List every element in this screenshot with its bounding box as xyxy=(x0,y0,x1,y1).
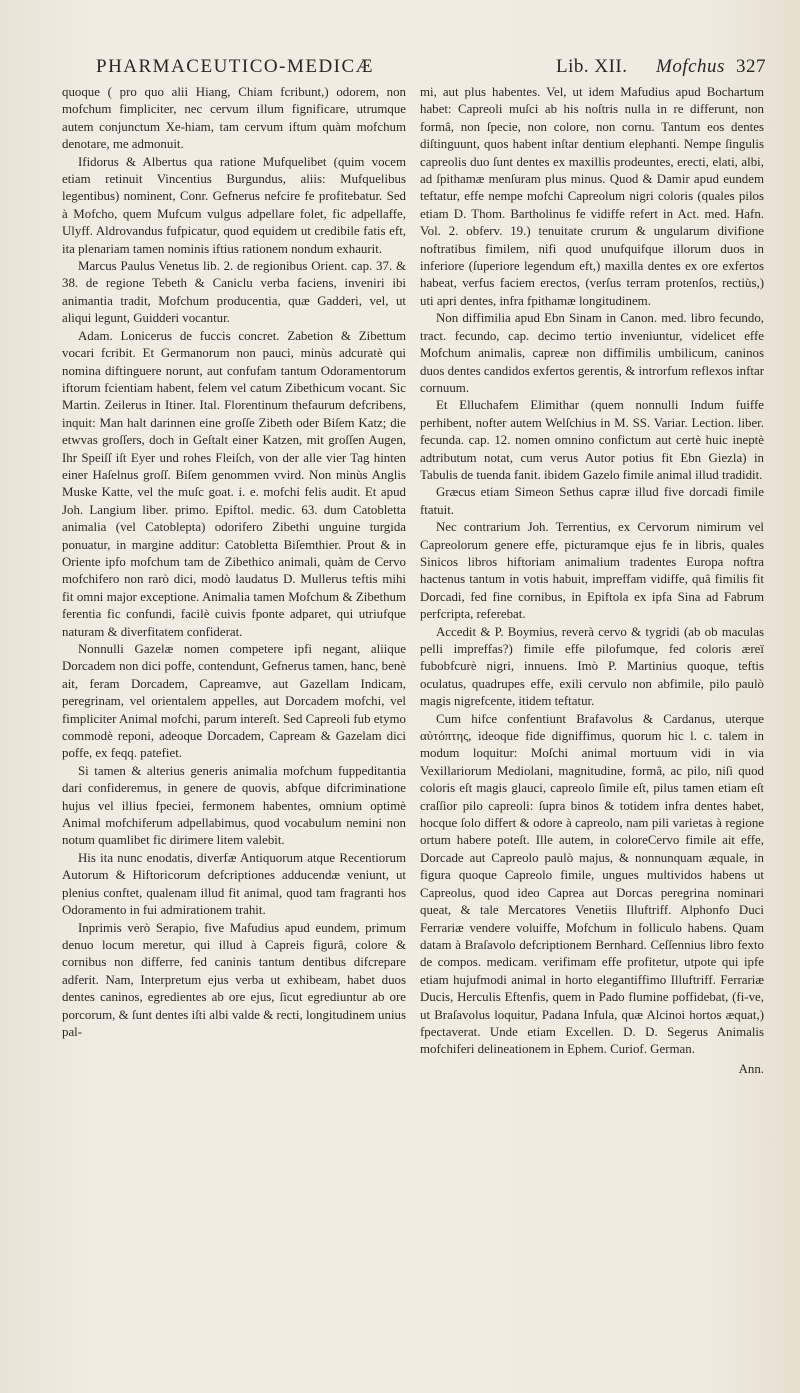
paragraph: Accedit & P. Boymius, reverà cervo & tygridi (ab ob maculas pelli impreffas?) fimile effe pilofumque, fed coloris æreï fubobfcurè nigri, innuens. Imò P. Martinius quoque, teftis oculatus, quadrupes effe, exili cervulo non abfimile, pilo paulò magis nigrefcente, itidem teftatur. xyxy=(420,624,764,709)
page-number: 327 xyxy=(736,56,766,77)
header-book-number: Lib. XII. xyxy=(556,56,628,77)
paragraph: Græcus etiam Simeon Sethus capræ illud five dorcadi fimile ftatuit. xyxy=(420,485,764,517)
paragraph: Si tamen & alterius generis animalia mofchum fuppeditantia dari confideremus, in genere de quovis, abfque difcriminatione hujus vel illius fpeciei, fermonem habentes, omnium optimè Animal mofchiferum adpellabimus, quod vocabulum nemini non notum quamlibet fic dirimere litem valebit. xyxy=(62,763,406,848)
right-column xyxy=(420,84,764,1078)
paragraph: Nonnulli Gazelæ nomen competere ipfi negant, aliique Dorcadem non dici poffe, contendunt, Gefnerus tamen, hanc, benè ait, feram Dorcadem, Capreamve, aut Gazellam Indicam, peregrinam, vel orientalem appelles, aut Dorcadem mofchi, vel fimpliciter Animal mofchi, parum intereſt. Sed Capreoli fub etymo commodè reponi, adeoque Dorcadem, Capream & Gazelam dici poffe, ex feqq. patefiet. xyxy=(62,642,406,761)
paragraph: Et Elluchafem Elimithar (quem nonnulli Indum fuiffe perhibent, nofter autem Welſchius in M. SS. Variar. Lection. liber. fecunda. cap. 12. nomen omnino confictum aut certè huic ineptè adtributum notat, cum verus Autor potius fit Ebn Giezla) in Tabulis de tuenda fanit. ibidem Gazelo fimile animal illud tradidit. xyxy=(420,398,764,482)
paragraph: mi, aut plus habentes. Vel, ut idem Mafudius apud Bochartum habet: Capreoli muſci ab his noſtris nulla in re differunt, non formâ, non ſpecie, non colore, non cornu. Tantum eos dentes diſtinguunt, quos habent inſtar dentium elephanti. Nempe ſingulis capreolis duo ſunt dentes ex maxillis prodeuntes, erecti, elati, albi, ad ſpithamæ menſuram plus minus. Quod & Damir apud eundem teftatur, effe nempe mofchi Capreolum nigri coloris (quales pilos etiam D. Thom. Bartholinus fe vidiffe refert in Act. med. Hafn. Vol. 2. obferv. 19.) tenuitate crurum & ungularum divifione noftratibus fimilem, nifi quod unufquifque illorum duos in inferiore (ſuperiore legendum eft,) maxilla dentes ex ore exfertos habeat, verfus faciem erectos, (verſus terram protenſos, rectiùs,) uti apri dentes, infra fpithamæ longitudinem. xyxy=(420,85,764,308)
paragraph: Inprimis verò Serapio, five Mafudius apud eundem, primum denuo locum meretur, qui illud à Capreis figurâ, colore & cornibus non differre, fed caninis tantum dentibus difcrepare adferit. Nam, Interpretum ejus verba ut exhibeam, habet duos dentes caninos, egredientes ab ore ejus, ſicut egrediuntur ab ore porcorum, & ſunt dentes iſti albi valde & recti, longitudinem unius pal- xyxy=(62,920,406,1039)
paragraph: Marcus Paulus Venetus lib. 2. de regionibus Orient. cap. 37. & 38. de regione Tebeth & Caniclu verba faciens, inveniri ibi animantia tradit, Mofchum producentia, quæ Gadderi, vel, ut aliqui legunt, Guidderi vocantur. xyxy=(62,259,406,326)
left-column xyxy=(62,84,406,1041)
running-header xyxy=(96,56,786,86)
paragraph: quoque ( pro quo alii Hiang, Chiam fcribunt,) odorem, non mofchum fimpliciter, nec cervum illum fignificare, utrumque autem conjunctum Xe-hiam, tam cervum iftum quàm mofchum denotare, me admonuit. xyxy=(62,85,406,152)
header-running-title: Mofchus xyxy=(656,56,725,77)
paragraph: Nec contrarium Joh. Terrentius, ex Cervorum nimirum vel Capreolorum genere effe, picturamque ejus fe in libris, quales Sinicos libros hiftoriam animalium tradentes Europa noftra hactenus tantum in votis habuit, impreffam vidiffe, quâ fimilis fit Dorcadi, fed fine cornibus, in Epiftola ex ipfa Sina ad Fabrum perfcripta, referebat. xyxy=(420,520,764,622)
paragraph: Non diffimilia apud Ebn Sinam in Canon. med. libro fecundo, tract. fecundo, cap. decimo tertio inveniuntur, videlicet effe Mofchum animalis, capreæ non diffimilis umbilicum, caninos duos dentes candidos exfertos gerentis, & introrfum reflexos inftar cornuum. xyxy=(420,311,764,395)
paragraph: Ifidorus & Albertus qua ratione Mufquelibet (quim vocem etiam retinuit Vincentius Burgundus, aliis: Mufquelibus legentibus) nominent, Conr. Gefnerus nefcire fe profitebatur. Sed à Mofcho, quem Mufcum vulgus adpellare folet, fic adpellaffe, Ulyff. Aldrovandus fufpicatur, quod equidem ut credibile fatis eft, ita plenariam tamen nominis iftius rationem nondum exhaurit. xyxy=(62,154,406,256)
header-title: PHARMACEUTICO-MEDICÆ xyxy=(96,56,375,77)
paragraph: Cum hifce confentiunt Brafavolus & Cardanus, uterque αὐτόπτης, ideoque fide digniffimus, quorum hic l. c. talem in modum loquitur: Moſchi animal mortuum vidi in via Vexillariorum Mediolani, magnitudine, formâ, ac pilo, niſi quod coloris eſt magis glauci, capreolo ſimile eſt, pilus tamen etiam eſt craſſior pilo capreoli: ſupra binos & totidem infra dentes habet, hocque ſolo differt & odore à capreolo, nam pili varietas à regione ortum habere poteſt. Ille autem, in coloreCervo fimile ait effe, Dorcade aut Capreolo paulò majus, & nonnunquam æquale, in figura quoque Capreolo fimile, ungues multividos habens ut Capreolus, quod ideo Caprea aut Dorcas peregrina nominari queat, & tale Mercatores Venetiis Illuftriff. Alphonfo Duci Ferrariæ vendere voluiffe, Mofchum in folliculo habens. Quam datam à Braſavolo defcriptionem Bernhard. Ceſſennius libro fexto de compos. medicam. verifimam effe profitetur, utpote qui ipfe etiam hujufmodi animal in horto elegantiffimo Illuftriff. Ferrariæ Ducis, Herculis Eftenfis, quem in Pado flumine poffidebat, (fi-ve, ut Braſavolus loquitur, Padana Infula, quæ Alcinoi hortos æquat,) fpectaverat. Unde etiam Excellen. D. D. Segerus Animalis mofchiferi delineationem in Ephem. Curiof. German. xyxy=(420,711,764,1057)
paragraph: His ita nunc enodatis, diverfæ Antiquorum atque Recentiorum Autorum & Hiftoricorum defcriptiones adducendæ veniunt, ut plenius conftet, qualenam illud fit animal, quod tam fragranti hos Odoramento in fui admirationem trahit. xyxy=(62,850,406,918)
catchword: Ann. xyxy=(738,1061,764,1076)
paragraph: Adam. Lonicerus de fuccis concret. Zabetion & Zibettum vocari fcribit. Et Germanorum non pauci, minùs adcuratè qui nomina diftinguere norunt, aut confufam tantum Odoramentorum iftorum fcientiam habent, felem vel catum Zibethicum vocant. Sic Martin. Zeilerus in Itiner. Ital. Florentinum thefaurum defcribens, inquit: Man halt darinnen eine groſſe Zibeth oder Biſem Katz; die etwvas groſſers, doch in Geſtalt einer Katzen, mit groſſen Augen, Ihr Speiſſ iſt Eyer und rohes Fleiſch, von der alle vier Tag hinten einer Haſelnus groſſ. Biſem genommen vvird. Non minùs Anglis Muske Katte, vel the muſc goat. i. e. mofchi felis audit. Et apud Joh. Langium liber. primo. Epiftol. medic. 63. dum Catobletta animalia (vel Catoblepta) odorifero Zibethi unguine turgida ponuatur, in margine additur: Catobletta Biſemthier. Prout & in Oriente ipfo mofchum tam de Zibethico animali, quàm de Cervo mofchifero non rarò dici, modò laudatus D. Mullerus teftis mihi fit omni major exceptione. Animalia tamen Mofchum & Zibethum ferentia fic confundi, facilè cuivis fponte adparet, qui utriufque naturam & diverfitatem confiderat. xyxy=(62,328,406,639)
